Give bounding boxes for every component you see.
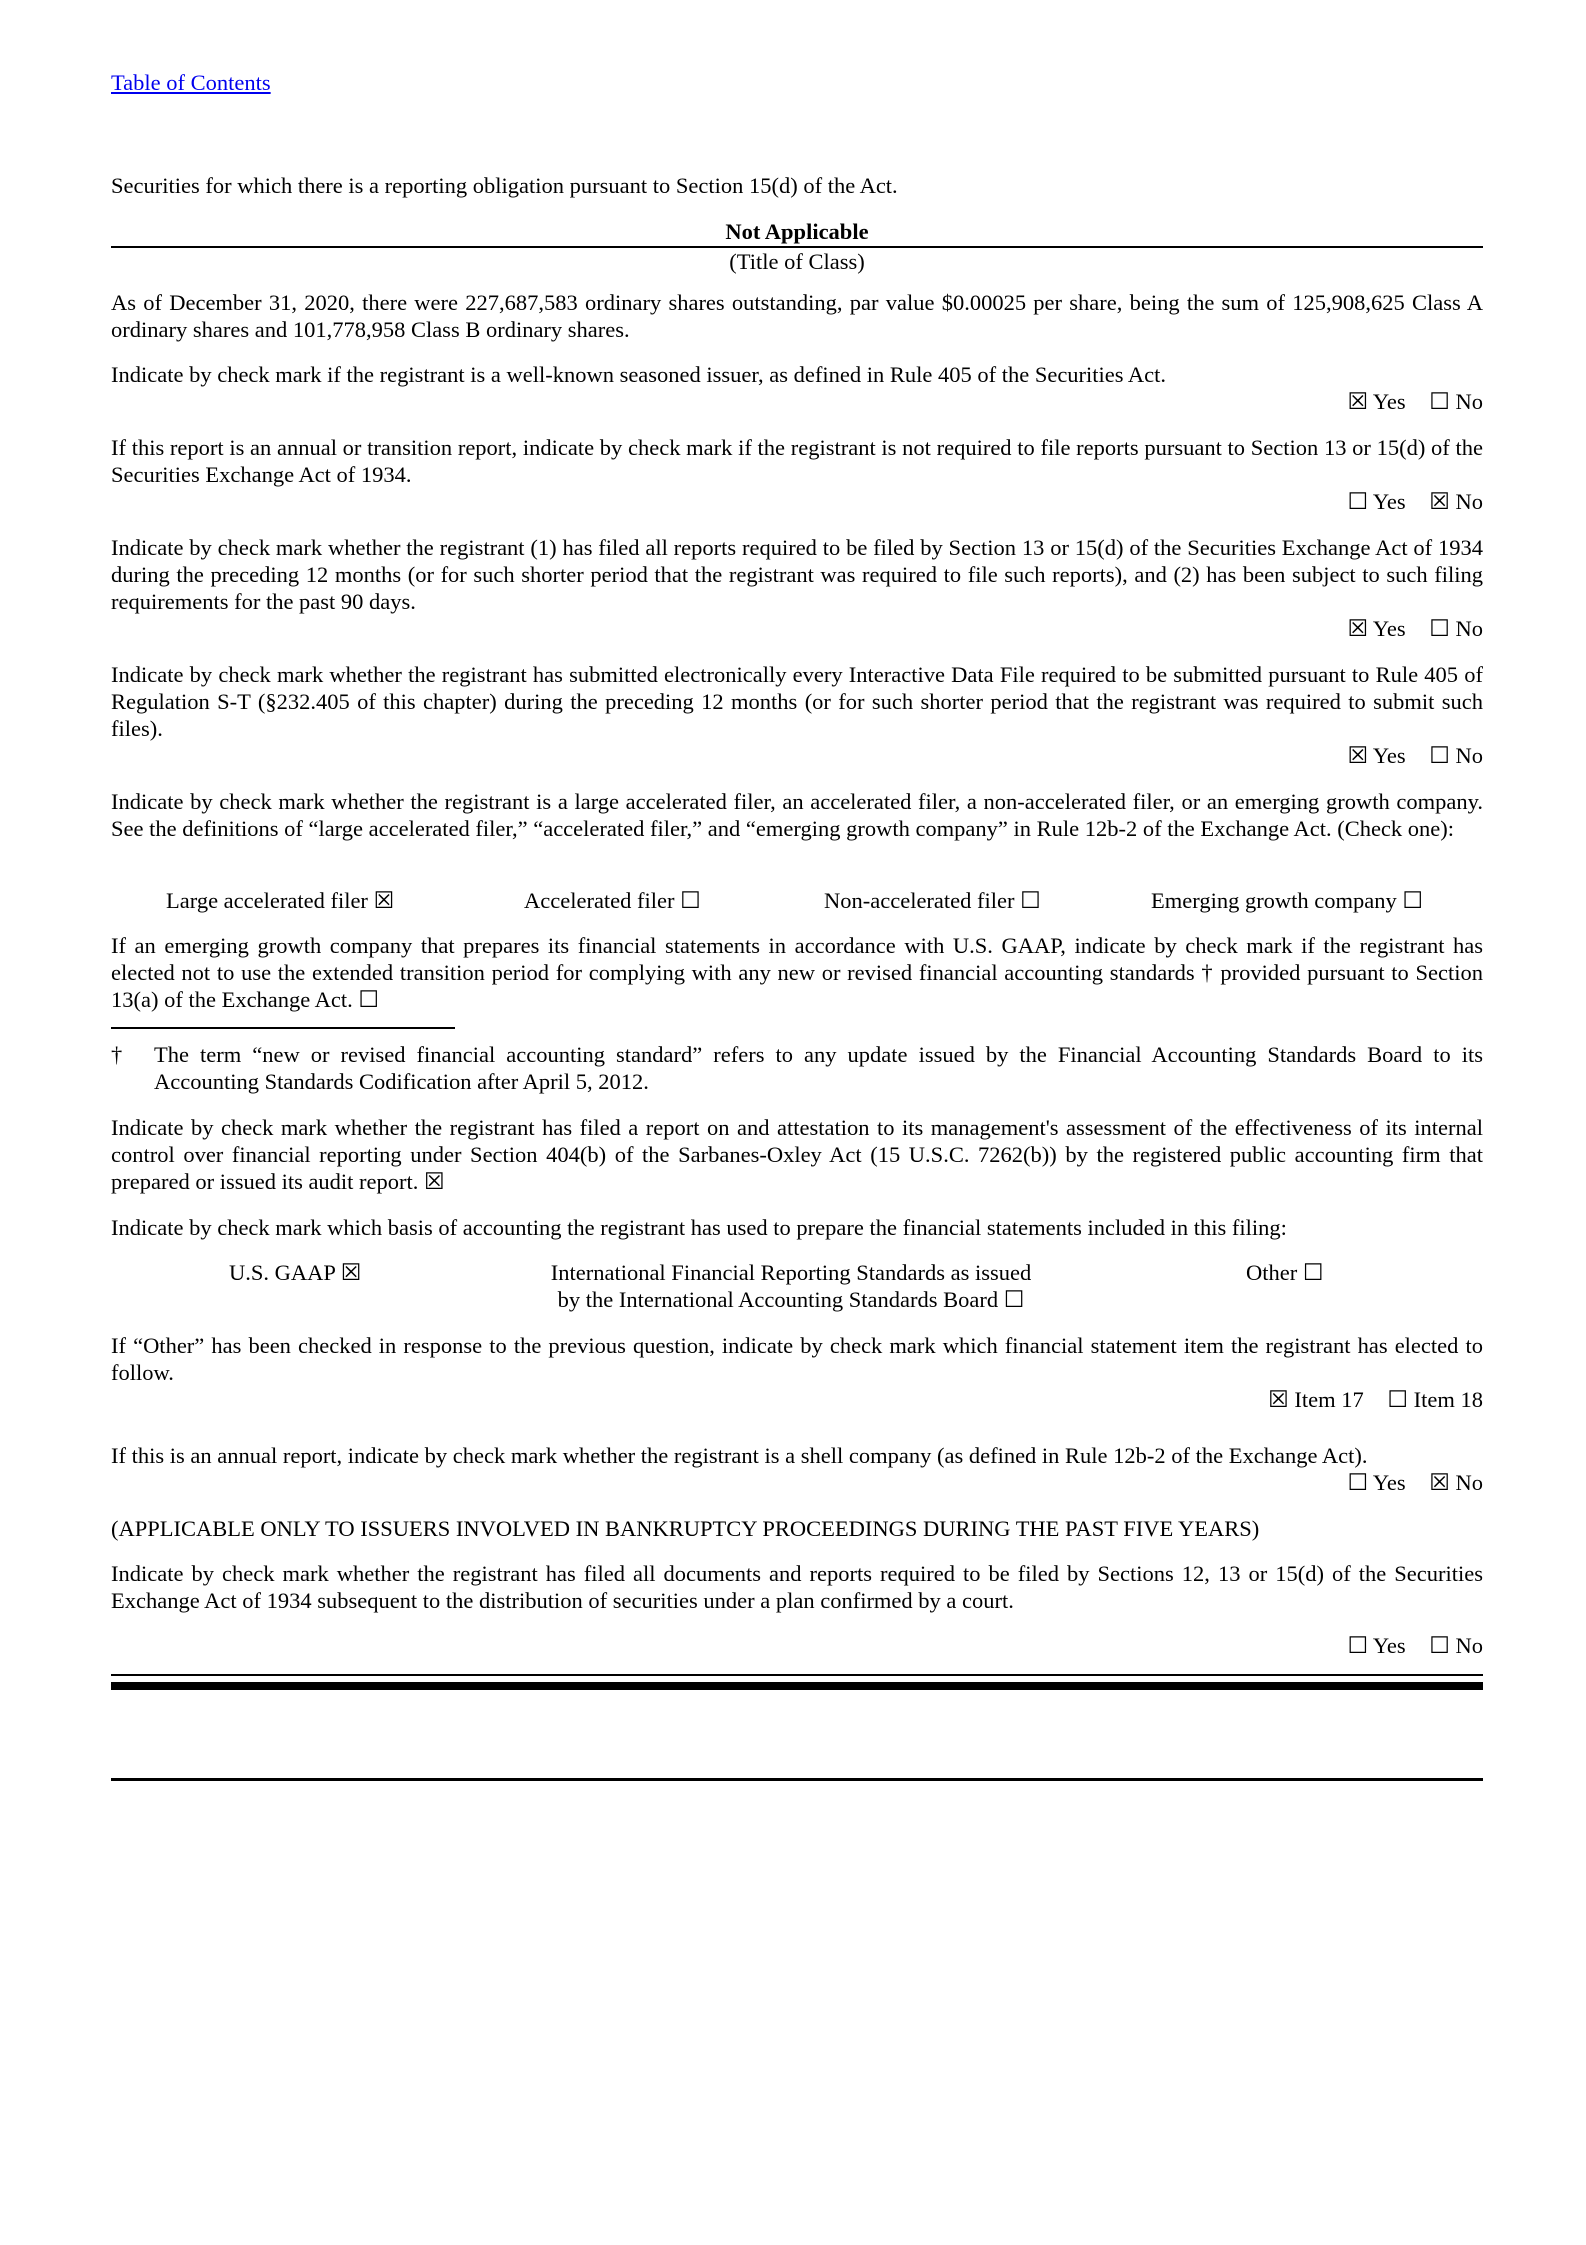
- interactive-no-checkbox[interactable]: ☐: [1429, 743, 1450, 768]
- filed-all-yes-checkbox[interactable]: ☒: [1347, 616, 1369, 641]
- yes-label: Yes: [1372, 743, 1406, 768]
- table-of-contents-link[interactable]: Table of Contents: [111, 70, 271, 95]
- icfr-question: [111, 1114, 1483, 1195]
- section-15d-intro: Securities for which there is a reporting obligation pursuant to Section 15(d) of the Act.: [111, 173, 898, 198]
- accounting-basis-question: Indicate by check mark which basis of accounting the registrant has used to prepare the financial statements included in this filing:: [111, 1215, 1287, 1240]
- item-17-checkbox[interactable]: ☒: [1268, 1387, 1289, 1412]
- bankruptcy-answer: [111, 1632, 1483, 1659]
- page-bottom-rule: [111, 1778, 1483, 1781]
- icfr-text: Indicate by check mark whether the registrant has filed a report on and attestation to its management's assessment of the effectiveness of its internal control over financial reporting under Section 404(b) of the Sarbanes-Oxley Act (15 U.S.C. 7262(b)) by the registered public accounting firm that prepared or issued its audit report.: [111, 1115, 1483, 1194]
- accounting-basis-options: [111, 1259, 1483, 1317]
- large-accelerated-filer-label: Large accelerated filer: [166, 888, 368, 913]
- emerging-growth-company-option: [1151, 887, 1423, 914]
- us-gaap-checkbox[interactable]: ☒: [340, 1260, 362, 1285]
- other-basis-label: Other: [1246, 1260, 1298, 1285]
- shell-company-answer: [111, 1469, 1483, 1496]
- footnote-dagger: †: [111, 1042, 123, 1067]
- no-label: No: [1455, 743, 1483, 768]
- us-gaap-option: [229, 1259, 361, 1286]
- interactive-data-question: Indicate by check mark whether the registrant has submitted electronically every Interactive Data File required to be submitted pursuant to Rule 405 of Regulation S-T (§232.405 of this chapter) during the preceding 12 months (or for such shorter period that the registrant was required to submit such files).: [111, 662, 1483, 741]
- ifrs-label-line2: by the International Accounting Standards Board: [557, 1287, 999, 1312]
- shares-outstanding-text: As of December 31, 2020, there were 227,687,583 ordinary shares outstanding, par value $0.00025 per share, being the sum of 125,908,625 Class A ordinary shares and 101,778,958 Class B ordinary shares.: [111, 290, 1483, 342]
- bankruptcy-heading: (APPLICABLE ONLY TO ISSUERS INVOLVED IN BANKRUPTCY PROCEEDINGS DURING THE PAST FIVE YEARS): [111, 1516, 1260, 1541]
- no-label: No: [1455, 389, 1483, 414]
- filed-all-reports-answer: [111, 615, 1483, 642]
- other-basis-checkbox[interactable]: ☐: [1302, 1260, 1324, 1285]
- bankruptcy-no-checkbox[interactable]: ☐: [1429, 1633, 1450, 1658]
- no-label: No: [1455, 616, 1483, 641]
- not-required-no-checkbox[interactable]: ☒: [1429, 489, 1450, 514]
- shell-company-question: If this is an annual report, indicate by check mark whether the registrant is a shell company (as defined in Rule 12b-2 of the Exchange Act).: [111, 1443, 1368, 1468]
- egc-transition-checkbox[interactable]: ☐: [358, 987, 380, 1012]
- no-label: No: [1455, 1470, 1483, 1495]
- yes-label: Yes: [1372, 489, 1406, 514]
- ifrs-option: [531, 1259, 1051, 1313]
- no-label: No: [1455, 489, 1483, 514]
- item-18-checkbox[interactable]: ☐: [1387, 1387, 1409, 1412]
- title-of-class-caption: (Title of Class): [729, 249, 865, 274]
- ifrs-label-line1: International Financial Reporting Standards as issued: [550, 1260, 1032, 1285]
- non-accelerated-filer-checkbox[interactable]: ☐: [1020, 888, 1041, 913]
- wksi-no-checkbox[interactable]: ☐: [1429, 389, 1450, 414]
- interactive-yes-checkbox[interactable]: ☒: [1347, 743, 1369, 768]
- other-basis-option: [1246, 1259, 1323, 1286]
- large-accelerated-filer-checkbox[interactable]: ☒: [373, 888, 395, 913]
- egc-transition-text: If an emerging growth company that prepares its financial statements in accordance with U.S. GAAP, indicate by check mark if the registrant has elected not to use the extended transition period for complying with any new or revised financial accounting standards † provided pursuant to Section 13(a) of the Exchange Act.: [111, 933, 1483, 1012]
- accelerated-filer-option: [524, 887, 701, 914]
- not-required-answer: [111, 488, 1483, 515]
- yes-label: Yes: [1372, 389, 1406, 414]
- filed-all-reports-question: Indicate by check mark whether the registrant (1) has filed all reports required to be filed by Section 13 or 15(d) of the Securities Exchange Act of 1934 during the preceding 12 months (or for such shorter period that the registrant was required to file such reports), and (2) has been subject to such filing requirements for the past 90 days.: [111, 535, 1483, 614]
- filed-all-no-checkbox[interactable]: ☐: [1429, 616, 1450, 641]
- shell-no-checkbox[interactable]: ☒: [1429, 1470, 1450, 1495]
- yes-label: Yes: [1372, 616, 1406, 641]
- not-required-yes-checkbox[interactable]: ☐: [1347, 489, 1369, 514]
- us-gaap-label: U.S. GAAP: [229, 1260, 336, 1285]
- no-label: No: [1455, 1633, 1483, 1658]
- other-item-question: If “Other” has been checked in response to the previous question, indicate by check mark which financial statement item the registrant has elected to follow.: [111, 1333, 1483, 1385]
- emerging-growth-company-checkbox[interactable]: ☐: [1402, 888, 1424, 913]
- filer-status-question: Indicate by check mark whether the registrant is a large accelerated filer, an accelerated filer, a non-accelerated filer, or an emerging growth company. See the definitions of “large accelerated filer,” “accelerated filer,” and “emerging growth company” in Rule 12b-2 of the Exchange Act. (Check one):: [111, 789, 1483, 841]
- closing-thin-rule: [111, 1674, 1483, 1676]
- accelerated-filer-checkbox[interactable]: ☐: [680, 888, 701, 913]
- egc-transition-question: [111, 932, 1483, 1013]
- filer-status-options: [111, 887, 1483, 917]
- item-17-label: Item 17: [1294, 1387, 1364, 1412]
- yes-label: Yes: [1372, 1470, 1406, 1495]
- other-item-answer: [111, 1386, 1483, 1413]
- bankruptcy-question: Indicate by check mark whether the registrant has filed all documents and reports required to be filed by Sections 12, 13 or 15(d) of the Securities Exchange Act of 1934 subsequent to the distribution of securities under a plan confirmed by a court.: [111, 1561, 1483, 1613]
- accelerated-filer-label: Accelerated filer: [524, 888, 675, 913]
- icfr-checkbox[interactable]: ☒: [424, 1169, 445, 1194]
- interactive-data-answer: [111, 742, 1483, 769]
- footnote-text: The term “new or revised financial accounting standard” refers to any update issued by the Financial Accounting Standards Board to its Accounting Standards Codification after April 5, 2012.: [154, 1042, 1483, 1094]
- bankruptcy-yes-checkbox[interactable]: ☐: [1347, 1633, 1369, 1658]
- non-accelerated-filer-option: [824, 887, 1041, 914]
- ifrs-checkbox[interactable]: ☐: [1003, 1287, 1025, 1312]
- yes-label: Yes: [1372, 1633, 1406, 1658]
- title-of-class-value: Not Applicable: [725, 219, 869, 244]
- footnote: [111, 1041, 1483, 1095]
- wksi-answer: [111, 388, 1483, 415]
- emerging-growth-company-label: Emerging growth company: [1151, 888, 1397, 913]
- non-accelerated-filer-label: Non-accelerated filer: [824, 888, 1015, 913]
- not-required-question: If this report is an annual or transition report, indicate by check mark if the registrant is not required to file reports pursuant to Section 13 or 15(d) of the Securities Exchange Act of 1934.: [111, 435, 1483, 487]
- wksi-question: Indicate by check mark if the registrant is a well-known seasoned issuer, as defined in Rule 405 of the Securities Act.: [111, 362, 1167, 387]
- footnote-separator: [111, 1027, 455, 1029]
- item-18-label: Item 18: [1413, 1387, 1483, 1412]
- shell-yes-checkbox[interactable]: ☐: [1347, 1470, 1369, 1495]
- large-accelerated-filer-option: [166, 887, 394, 914]
- closing-thick-rule: [111, 1682, 1483, 1690]
- wksi-yes-checkbox[interactable]: ☒: [1347, 389, 1369, 414]
